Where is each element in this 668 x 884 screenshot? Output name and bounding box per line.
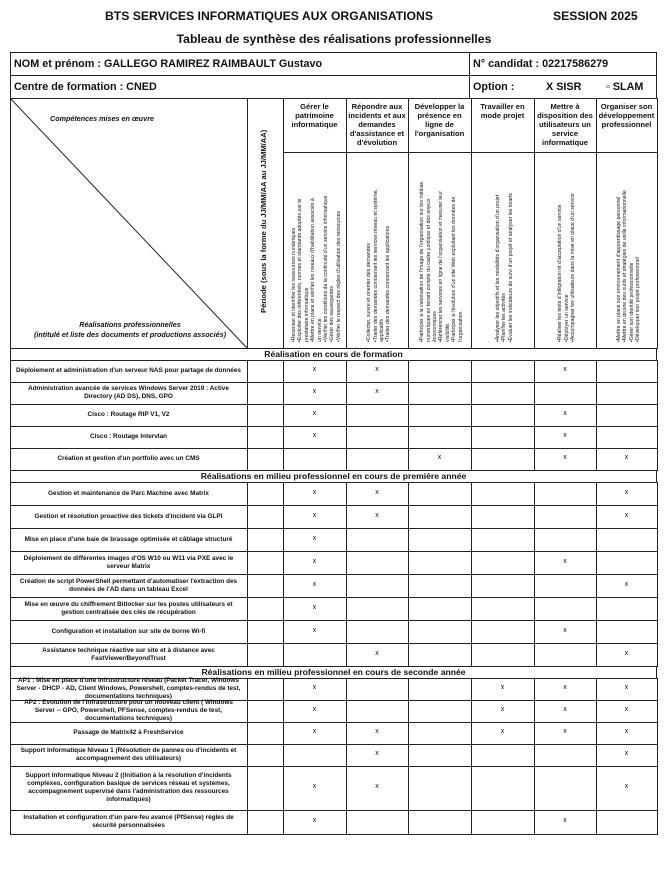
competence-mark: x xyxy=(312,817,317,824)
row-mark-cell xyxy=(596,620,658,644)
session-label: SESSION 2025 xyxy=(553,9,638,23)
row-mark-cell xyxy=(346,620,409,644)
competence-mark: x xyxy=(624,488,629,496)
row-mark-cell xyxy=(471,505,535,529)
competence-item-5-2: •Déployer un service xyxy=(563,294,570,342)
competence-mark: x xyxy=(563,684,567,691)
diagonal-line xyxy=(10,98,247,348)
competence-item-4-3: •Évaluer les indicateurs de suivi d'un projet et analyser les écarts xyxy=(507,193,514,342)
document-title: BTS SERVICES INFORMATIQUES AUX ORGANISATIONS xyxy=(105,9,433,23)
row-mark-cell xyxy=(534,744,597,767)
competence-mark: x xyxy=(563,817,567,824)
row-mark-cell xyxy=(471,620,535,644)
competence-title-2: Répondre aux incidents et aux demandes d'assistance et d'évolution xyxy=(348,102,406,147)
row-label: Création et gestion d'un portfolio avec un CMS xyxy=(57,455,200,463)
competence-item-4-2: •Planifier les activités xyxy=(501,293,508,342)
competence-mark: x xyxy=(312,684,317,691)
competence-mark: x xyxy=(312,388,317,395)
row-mark-cell xyxy=(283,448,347,471)
competence-item-3-4: •Référencer les services en ligne de l'organisation et mesurer leur xyxy=(438,190,445,342)
row-periode-cell xyxy=(247,700,284,723)
row-label: Support Informatique Niveau 2 ((Initiation à la résolution d'incidents complexes, configuration basique de services réseau et systèmes, accompagnement supervisé dans l'administration des ressources informatiques) xyxy=(25,772,232,803)
row-mark-cell xyxy=(471,597,535,621)
row-periode-cell xyxy=(247,528,284,552)
competence-mark: x xyxy=(312,366,317,373)
competence-mark: x xyxy=(312,557,317,565)
competence-mark: x xyxy=(375,783,379,790)
row-mark-cell xyxy=(408,426,472,449)
row-periode-cell xyxy=(247,678,284,701)
row-mark-cell xyxy=(283,643,347,667)
row-periode-cell xyxy=(247,722,284,745)
competence-mark: x xyxy=(563,410,567,417)
option-label: Option : xyxy=(473,81,515,93)
row-label: Passage de Matrix42 à FreshService xyxy=(73,729,184,737)
candidate-number-cell xyxy=(469,52,657,76)
row-mark-cell xyxy=(471,482,535,506)
competence-mark: x xyxy=(563,728,567,735)
row-mark-cell xyxy=(346,574,409,598)
row-mark-cell xyxy=(471,643,535,667)
candidate-name: NOM et prénom : GALLEGO RAMIREZ RAIMBAULT Gustavo xyxy=(14,58,323,70)
centre-formation: Centre de formation : CNED xyxy=(14,81,157,93)
row-mark-cell xyxy=(408,722,472,745)
competence-mark: x xyxy=(563,366,567,373)
competence-mark: x xyxy=(375,488,379,496)
row-mark-cell xyxy=(408,528,472,552)
option-cell xyxy=(469,75,657,99)
row-mark-cell xyxy=(346,810,409,835)
row-periode-cell xyxy=(247,620,284,644)
row-label: Installation et configuration d'un pare-feu avancé (PfSense) règles de sécurité personnalisées xyxy=(23,814,234,829)
centre-cell xyxy=(10,75,470,99)
competence-item-4-1: •Analyser les objectifs et les modalités d'organisation d'un projet xyxy=(494,194,501,342)
row-periode-cell xyxy=(247,744,284,767)
competence-item-6-3: •Gérer son identité professionnelle xyxy=(628,262,635,342)
competence-item-6-1: •Mettre en place son environnement d'apprentissage personnel xyxy=(615,196,622,342)
row-mark-cell xyxy=(408,678,472,701)
competence-mark: x xyxy=(500,684,505,691)
row-periode-cell xyxy=(247,810,284,835)
row-mark-cell xyxy=(408,620,472,644)
row-mark-cell xyxy=(534,597,597,621)
competence-mark: x xyxy=(500,728,505,735)
competence-item-2-4: •Traiter des demandes concernant les applications xyxy=(385,225,392,342)
row-mark-cell xyxy=(471,810,535,835)
competence-mark: x xyxy=(312,488,317,496)
row-label: Configuration et installation sur site de borne Wi-fi xyxy=(51,627,206,635)
competence-title-6: Organiser son développement professionnel xyxy=(598,102,655,129)
competence-mark: x xyxy=(563,557,567,565)
row-label: Cisco : Routage Intervlan xyxy=(89,433,168,441)
row-label: Administration avancée de services Windows Server 2019 : Active Directory (AD DS), DNS, GPO xyxy=(28,385,229,400)
row-mark-cell xyxy=(408,597,472,621)
competence-mark: x xyxy=(624,454,629,461)
competence-item-2-1: •Collecter, suivre et orienter des demandes xyxy=(366,243,373,342)
row-mark-cell xyxy=(471,528,535,552)
row-mark-cell xyxy=(408,360,472,383)
row-label: Gestion et résolution proactive des tickets d'incident via GLPI xyxy=(34,512,223,520)
row-periode-cell xyxy=(247,505,284,529)
row-mark-cell xyxy=(596,426,658,449)
competence-mark: x xyxy=(312,783,317,790)
row-periode-cell xyxy=(247,597,284,621)
row-mark-cell xyxy=(408,505,472,529)
competence-item-1-2: •Exploiter des référentiels, normes et standards adoptés par le xyxy=(297,198,304,342)
row-mark-cell xyxy=(346,678,409,701)
row-label: Déploiement et administration d'un serveur NAS pour partage de données xyxy=(16,367,241,375)
row-mark-cell xyxy=(471,574,535,598)
row-periode-cell xyxy=(247,404,284,427)
row-label: AP1 : Mise en place d'une infrustructure réseau (Packet Tracer, Windows Server - DHCP - AD, Client Windows, Powershell, comptes-rendus de test, documentations techniques) xyxy=(16,677,241,700)
row-mark-cell xyxy=(596,528,658,552)
row-mark-cell xyxy=(346,597,409,621)
row-mark-cell xyxy=(471,448,535,471)
competence-item-3-1: •Participer à la valorisation de l'image de l'organisation sur les médias xyxy=(419,181,426,342)
competence-mark: x xyxy=(375,649,379,657)
row-mark-cell xyxy=(346,551,409,575)
realisations-sublabel: (intitulé et liste des documents et productions associés) xyxy=(33,330,227,339)
competence-mark: x xyxy=(312,603,317,611)
competence-mark: x xyxy=(312,410,317,417)
competence-item-6-4: •Développer son projet professionnel xyxy=(634,257,641,342)
row-mark-cell xyxy=(534,382,597,405)
row-mark-cell xyxy=(596,551,658,575)
row-periode-cell xyxy=(247,482,284,506)
competence-mark: x xyxy=(624,511,629,519)
competence-mark: x xyxy=(500,706,505,713)
competences-label: Compétences mises en œuvre xyxy=(50,114,154,123)
competence-mark: x xyxy=(563,706,567,713)
row-periode-cell xyxy=(247,551,284,575)
option-sisr: X SISR xyxy=(546,81,582,93)
competence-item-3-3: économiques xyxy=(431,311,438,342)
row-periode-cell xyxy=(247,643,284,667)
competence-item-3-7: l'organisation. xyxy=(457,310,464,342)
competence-title-5: Mettre à disposition des utilisateurs un service informatique xyxy=(537,102,593,147)
row-mark-cell xyxy=(346,700,409,723)
row-mark-cell xyxy=(534,505,597,529)
row-label: Mise en œuvre du chiffrement Bitlocker sur les postes utilisateurs et gestion centralisée des clés de récupération xyxy=(24,600,233,616)
row-mark-cell xyxy=(596,382,658,405)
competence-item-6-2: •Mettre en œuvre des outils et stratégies de veille informationnelle xyxy=(622,190,629,342)
row-mark-cell xyxy=(408,382,472,405)
row-label: Assistance technique réactive sur site et à distance avec FastViewer/BeyondTrust xyxy=(42,646,215,662)
competence-mark: x xyxy=(375,750,379,757)
row-mark-cell xyxy=(408,810,472,835)
competence-item-1-5: un service xyxy=(316,318,323,342)
competence-mark: x xyxy=(312,706,317,713)
row-periode-cell xyxy=(247,360,284,383)
competence-mark: x xyxy=(624,706,629,713)
competence-mark: x xyxy=(624,750,629,757)
competence-item-1-7: •Gérer des sauvegardes xyxy=(329,285,336,342)
competence-mark: x xyxy=(375,728,379,735)
competence-mark: x xyxy=(563,432,567,439)
competence-item-1-1: •Recenser et identifier les ressources numériques xyxy=(290,227,297,342)
realisations-label: Réalisations professionnelles xyxy=(79,320,181,329)
row-mark-cell xyxy=(346,404,409,427)
competence-item-3-2: numériques en tenant compte du cadre juridique et des enjeux xyxy=(425,198,432,342)
competence-mark: x xyxy=(312,432,317,439)
competence-mark: x xyxy=(312,511,317,519)
row-mark-cell xyxy=(346,528,409,552)
row-mark-cell xyxy=(534,482,597,506)
competence-mark: x xyxy=(375,366,379,373)
competence-mark: x xyxy=(312,626,317,634)
competence-mark: x xyxy=(312,728,317,735)
row-mark-cell xyxy=(471,766,535,811)
competence-item-2-3: applicatifs xyxy=(379,318,385,342)
row-mark-cell xyxy=(596,360,658,383)
row-label: Cisco : Routage RIP V1, V2 xyxy=(87,411,170,419)
row-mark-cell xyxy=(471,360,535,383)
row-mark-cell xyxy=(408,744,472,767)
competence-mark: x xyxy=(624,649,629,657)
periode-label: Période (sous la forme du JJ/MM/AA au JJ/MM/AA) xyxy=(259,129,268,313)
row-mark-cell xyxy=(534,574,597,598)
row-mark-cell xyxy=(596,810,658,835)
competence-item-3-5: visibilité. xyxy=(444,322,451,342)
header-diagonal xyxy=(10,98,247,348)
row-mark-cell xyxy=(534,766,597,811)
row-mark-cell xyxy=(408,482,472,506)
row-label: Déploiement de différentes images d'OS W10 ou W11 via PXE avec le serveur Matrix xyxy=(23,554,234,570)
competence-title-1: Gérer le patrimoine informatique xyxy=(291,102,338,129)
row-mark-cell xyxy=(534,643,597,667)
competence-mark: x xyxy=(312,534,317,542)
row-periode-cell xyxy=(247,426,284,449)
competence-title-3: Développer la présence en ligne de l'organisation xyxy=(414,102,465,138)
option-slam: ▫ SLAM xyxy=(606,81,644,93)
row-mark-cell xyxy=(408,766,472,811)
competence-mark: x xyxy=(624,684,629,691)
competence-mark: x xyxy=(563,626,567,634)
competence-item-3-6: •Participer à l'évolution d'un site Web exploitant les données de xyxy=(451,196,458,342)
row-periode-cell xyxy=(247,766,284,811)
document-subtitle: Tableau de synthèse des réalisations professionnelles xyxy=(176,32,492,46)
row-periode-cell xyxy=(247,448,284,471)
section-title: Réalisation en cours de formation xyxy=(10,348,657,361)
row-mark-cell xyxy=(408,574,472,598)
competence-item-1-4: •Mettre en place et vérifier les niveaux d'habilitation associés à xyxy=(310,198,317,342)
row-label: Mise en place d'une baie de brassage optimisée et câblage structuré xyxy=(24,535,233,543)
competence-mark: x xyxy=(437,454,442,461)
competence-item-1-6: •Vérifier les conditions de la continuité d'un service informatique xyxy=(322,195,329,342)
competence-mark: x xyxy=(624,783,629,790)
row-mark-cell xyxy=(471,426,535,449)
competence-mark: x xyxy=(563,454,567,461)
competence-item-5-3: •Accompagner les utilisateurs dans la mise en place d'un service xyxy=(570,193,577,342)
competence-mark: x xyxy=(375,511,379,519)
row-mark-cell xyxy=(471,404,535,427)
competence-item-5-1: •Réaliser les tests d'intégration et d'acceptation d'un service xyxy=(557,204,564,342)
competence-mark: x xyxy=(624,728,629,735)
row-mark-cell xyxy=(596,404,658,427)
competence-item-1-8: •Vérifier le respect des règles d'utilisation des ressources xyxy=(335,210,342,342)
row-label: Gestion et maintenance de Parc Machine avec Matrix xyxy=(48,489,209,497)
competence-item-2-2: •Traiter des demandes concernant les services réseau et système, xyxy=(372,189,379,342)
row-mark-cell xyxy=(408,643,472,667)
competence-title-4: Travailler en mode projet xyxy=(480,102,525,120)
row-mark-cell xyxy=(471,744,535,767)
competence-item-1-3: prestataire informatique xyxy=(303,287,310,342)
row-mark-cell xyxy=(408,700,472,723)
row-label: Création de script PowerShell permettant d'automatiser l'extraction des données de l'AD dans un tableau Excel xyxy=(19,577,238,593)
candidate-number: N° candidat : 02217586279 xyxy=(473,58,609,70)
row-mark-cell xyxy=(408,404,472,427)
row-label: AP2 : Evolution de l'infrastructure pour un nouveau client ( Windows Server -- GPO, Powershell, PFSense, comptes-rendus de test, documentations techniques) xyxy=(24,699,233,722)
competence-mark: x xyxy=(624,580,629,588)
row-mark-cell xyxy=(283,744,347,767)
row-mark-cell xyxy=(471,551,535,575)
candidate-name-cell xyxy=(10,52,470,76)
row-mark-cell xyxy=(534,528,597,552)
row-mark-cell xyxy=(346,426,409,449)
row-mark-cell xyxy=(346,448,409,471)
section-title: Réalisations en milieu professionnel en cours de seconde année xyxy=(10,666,657,679)
row-periode-cell xyxy=(247,382,284,405)
row-mark-cell xyxy=(408,551,472,575)
competence-mark: x xyxy=(312,580,317,588)
row-mark-cell xyxy=(596,597,658,621)
row-label: Support Informatique Niveau 1 (Résolution de pannes ou d'incidents et accompagnement des utilisateurs) xyxy=(20,747,237,762)
row-mark-cell xyxy=(471,382,535,405)
competence-mark: x xyxy=(375,388,379,395)
row-periode-cell xyxy=(247,574,284,598)
section-title: Réalisations en milieu professionnel en cours de première année xyxy=(10,470,657,483)
